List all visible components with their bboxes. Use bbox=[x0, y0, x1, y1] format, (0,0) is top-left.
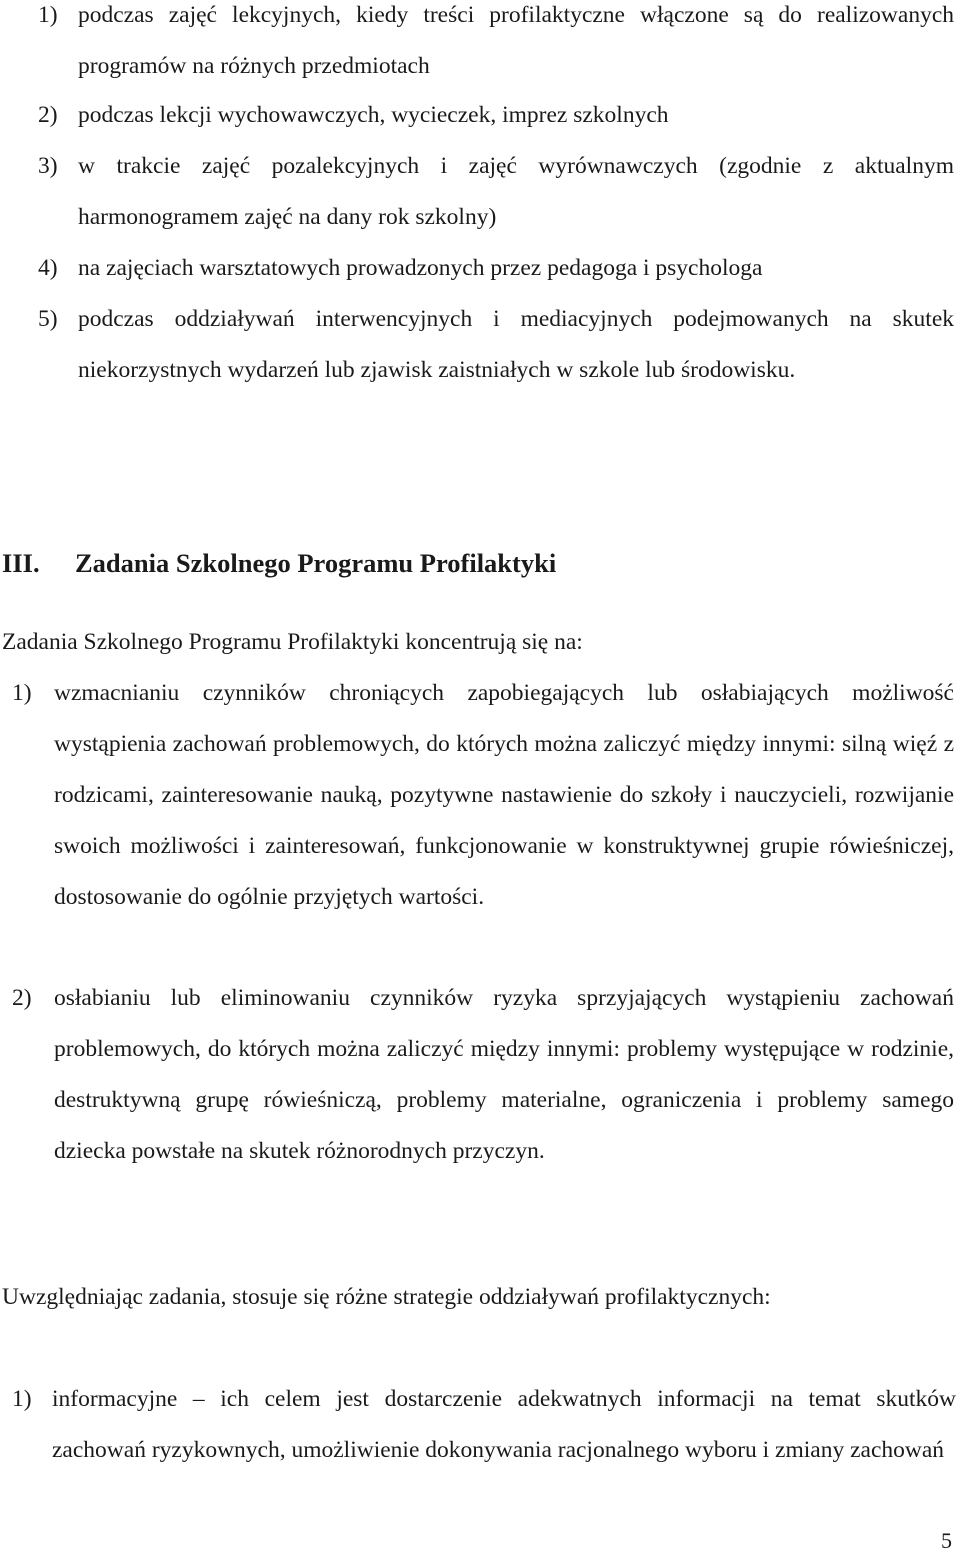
page-number: 5 bbox=[941, 1528, 952, 1553]
strategies-intro: Uwzględniając zadania, stosuje się różne strategie oddziaływań profilaktycznych: bbox=[2, 1284, 771, 1310]
list-item-text: w trakcie zajęć pozalekcyjnych i zajęć wyrównawczych (zgodnie z aktualnym harmonogramem zajęć na dany rok szkolny) bbox=[78, 153, 954, 230]
list-item-text: informacyjne – ich celem jest dostarczenie adekwatnych informacji na temat skutków zachowań ryzykownych, umożliwienie dokonywania racjonalnego wyboru i zmiany zachowań bbox=[52, 1386, 956, 1463]
list-item bbox=[38, 141, 954, 243]
list-item-text: podczas zajęć lekcyjnych, kiedy treści profilaktyczne włączone są do realizowanych programów na różnych przedmiotach bbox=[78, 2, 954, 79]
list-item-number: 2) bbox=[12, 985, 32, 1011]
list-item-text: osłabianiu lub eliminowaniu czynników ryzyka sprzyjających wystąpieniu zachowań problemowych, do których można zaliczyć między innymi: problemy występujące w rodzinie, destruktywną grupę rówieśniczą, problemy materialne, ograniczenia i problemy samego dziecka powstałe na skutek różnorodnych przyczyn. bbox=[54, 985, 954, 1164]
list-item-text: podczas lekcji wychowawczych, wycieczek, imprez szkolnych bbox=[78, 102, 669, 128]
list-item-number: 1) bbox=[12, 1386, 32, 1412]
list-item-text: podczas oddziaływań interwencyjnych i mediacyjnych podejmowanych na skutek niekorzystnych wydarzeń lub zjawisk zaistniałych w szkole lub środowisku. bbox=[78, 306, 954, 383]
list-item bbox=[38, 90, 954, 141]
section-title: Zadania Szkolnego Programu Profilaktyki bbox=[75, 548, 557, 578]
list-item bbox=[38, 243, 954, 294]
section-heading bbox=[2, 538, 556, 588]
section-intro: Zadania Szkolnego Programu Profilaktyki koncentrują się na: bbox=[2, 629, 583, 655]
section-number: III. bbox=[2, 548, 40, 578]
list-item-number: 1) bbox=[38, 2, 58, 28]
list-item bbox=[38, 0, 954, 92]
list-item-number: 5) bbox=[38, 306, 58, 332]
list-item bbox=[38, 294, 954, 396]
list-item-number: 4) bbox=[38, 255, 58, 281]
list-item bbox=[12, 668, 954, 923]
list-item-number: 2) bbox=[38, 102, 58, 128]
list-item bbox=[12, 1374, 956, 1476]
list-item-number: 1) bbox=[12, 680, 32, 706]
list-item bbox=[12, 973, 954, 1177]
list-item-text: na zajęciach warsztatowych prowadzonych przez pedagoga i psychologa bbox=[78, 255, 763, 281]
list-item-number: 3) bbox=[38, 153, 58, 179]
list-item-text: wzmacnianiu czynników chroniących zapobiegających lub osłabiających możliwość wystąpienia zachowań problemowych, do których można zaliczyć między innymi: silną więź z rodzicami, zainteresowanie nauką, pozytywne nastawienie do szkoły i nauczycieli, rozwijanie swoich możliwości i zainteresowań, funkcjonowanie w konstruktywnej grupie rówieśniczej, dostosowanie do ogólnie przyjętych wartości. bbox=[54, 680, 954, 910]
